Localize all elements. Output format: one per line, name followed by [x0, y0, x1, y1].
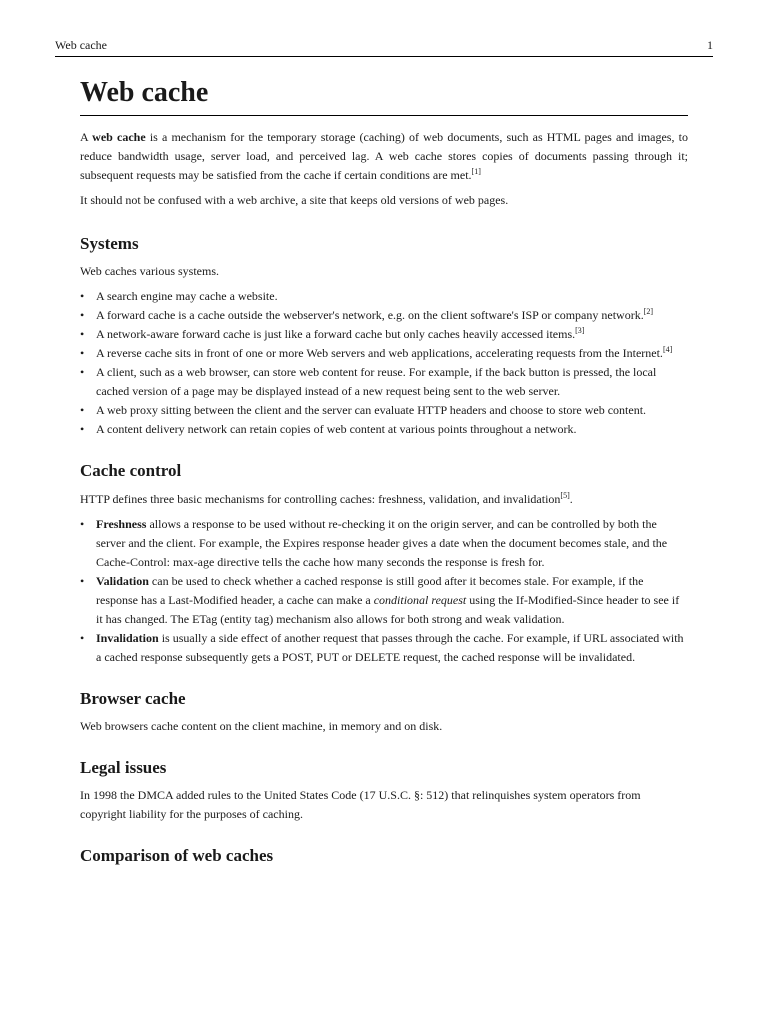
- conditional-request-term: conditional request: [373, 592, 467, 607]
- list-item-text: A network-aware forward cache is just like a forward cache but only caches heavily accessed items.: [96, 327, 576, 342]
- running-header-title: Web cache: [55, 38, 107, 52]
- cache-control-intro-end: .: [569, 491, 573, 506]
- list-item-text: A reverse cache sits in front of one or more Web servers and web applications, accelerating requests from the Internet.: [96, 346, 663, 361]
- legal-issues-text: In 1998 the DMCA added rules to the United States Code (17 U.S.C. §: 512) that relinquishes system operators from copyright liability for the purposes of caching.: [80, 788, 641, 822]
- list-item: [80, 629, 688, 667]
- list-item-text: A content delivery network can retain copies of web content at various points throughout a network.: [96, 422, 577, 437]
- reference-link[interactable]: [4]: [662, 345, 673, 355]
- list-item-text: A forward cache is a cache outside the webserver's network, e.g. on the client software's ISP or company network.: [96, 308, 644, 323]
- list-item: [80, 287, 688, 306]
- cache-control-list: [80, 515, 688, 667]
- reference-link[interactable]: [2]: [643, 307, 654, 317]
- section-heading-cache-control: Cache control: [80, 461, 182, 481]
- list-item: [80, 572, 688, 629]
- list-item: [80, 363, 688, 401]
- list-item: [80, 325, 688, 344]
- list-item-text: A search engine may cache a website.: [96, 289, 278, 304]
- invalidation-term: Invalidation: [96, 630, 159, 645]
- invalidation-text: is usually a side effect of another request that passes through the cache. For example, if URL associated with a cached response subsequently gets a POST, PUT or DELETE request, the cached response will be invalidated.: [96, 630, 684, 664]
- article-title: Web cache: [80, 78, 688, 116]
- browser-cache-text: Web browsers cache content on the client machine, in memory and on disk.: [80, 718, 443, 733]
- page-number: 1: [707, 38, 713, 52]
- list-item: [80, 420, 688, 439]
- reference-link[interactable]: [5]: [560, 490, 570, 500]
- section-heading-systems: Systems: [80, 233, 139, 253]
- list-item: [80, 401, 688, 420]
- intro-text: is a mechanism for the temporary storage (caching) of web documents, such as HTML pages and images, to reduce bandwidth usage, server load, and perceived lag. A web cache stores copies of documents passing through it; subsequent requests may be satisfied from the cache if certain conditions are met.: [80, 129, 688, 182]
- list-item-text: A web proxy sitting between the client and the server can evaluate HTTP headers and choose to store web content.: [96, 403, 647, 418]
- list-item: [80, 515, 688, 572]
- freshness-term: Freshness: [96, 516, 147, 531]
- intro-paragraph-2: It should not be confused with a web archive, a site that keeps old versions of web pages.: [80, 192, 509, 207]
- intro-paragraph: [80, 128, 688, 185]
- section-heading-legal-issues: Legal issues: [80, 757, 167, 777]
- intro-term: web cache: [92, 129, 146, 144]
- reference-link[interactable]: [1]: [471, 166, 481, 176]
- freshness-text: allows a response to be used without re-checking it on the origin server, and can be controlled by both the server and the client. For example, the Expires response header gives a date when the document becomes stale, and the Cache-Control: max-age directive tells the cache how many seconds the response is fresh for.: [96, 516, 668, 569]
- systems-intro: Web caches various systems.: [80, 264, 219, 279]
- section-heading-comparison: Comparison of web caches: [80, 846, 274, 866]
- running-header: [55, 38, 713, 57]
- intro-text-start: A: [80, 129, 93, 144]
- article-content: [80, 78, 688, 875]
- validation-text: can be used to check whether a cached response is still good after it becomes stale. For example, if the response has a Last-Modified header, a cache can make a: [96, 573, 644, 607]
- validation-text-end: using the If-Modified-Since header to see if it has changed. The ETag (entity tag) mechanism also allows for both strong and weak validation.: [96, 592, 680, 626]
- list-item: [80, 306, 688, 325]
- section-heading-browser-cache: Browser cache: [80, 688, 186, 708]
- list-item-text: A client, such as a web browser, can store web content for reuse. For example, if the back button is pressed, the local cached version of a page may be displayed instead of a new request being sent to the web server.: [96, 365, 657, 399]
- validation-term: Validation: [96, 573, 149, 588]
- systems-list: [80, 287, 688, 439]
- list-item: [80, 344, 688, 363]
- reference-link[interactable]: [3]: [575, 326, 585, 336]
- cache-control-intro: [80, 490, 688, 509]
- cache-control-intro-text: HTTP defines three basic mechanisms for controlling caches: freshness, validation, and invalidation: [80, 491, 561, 506]
